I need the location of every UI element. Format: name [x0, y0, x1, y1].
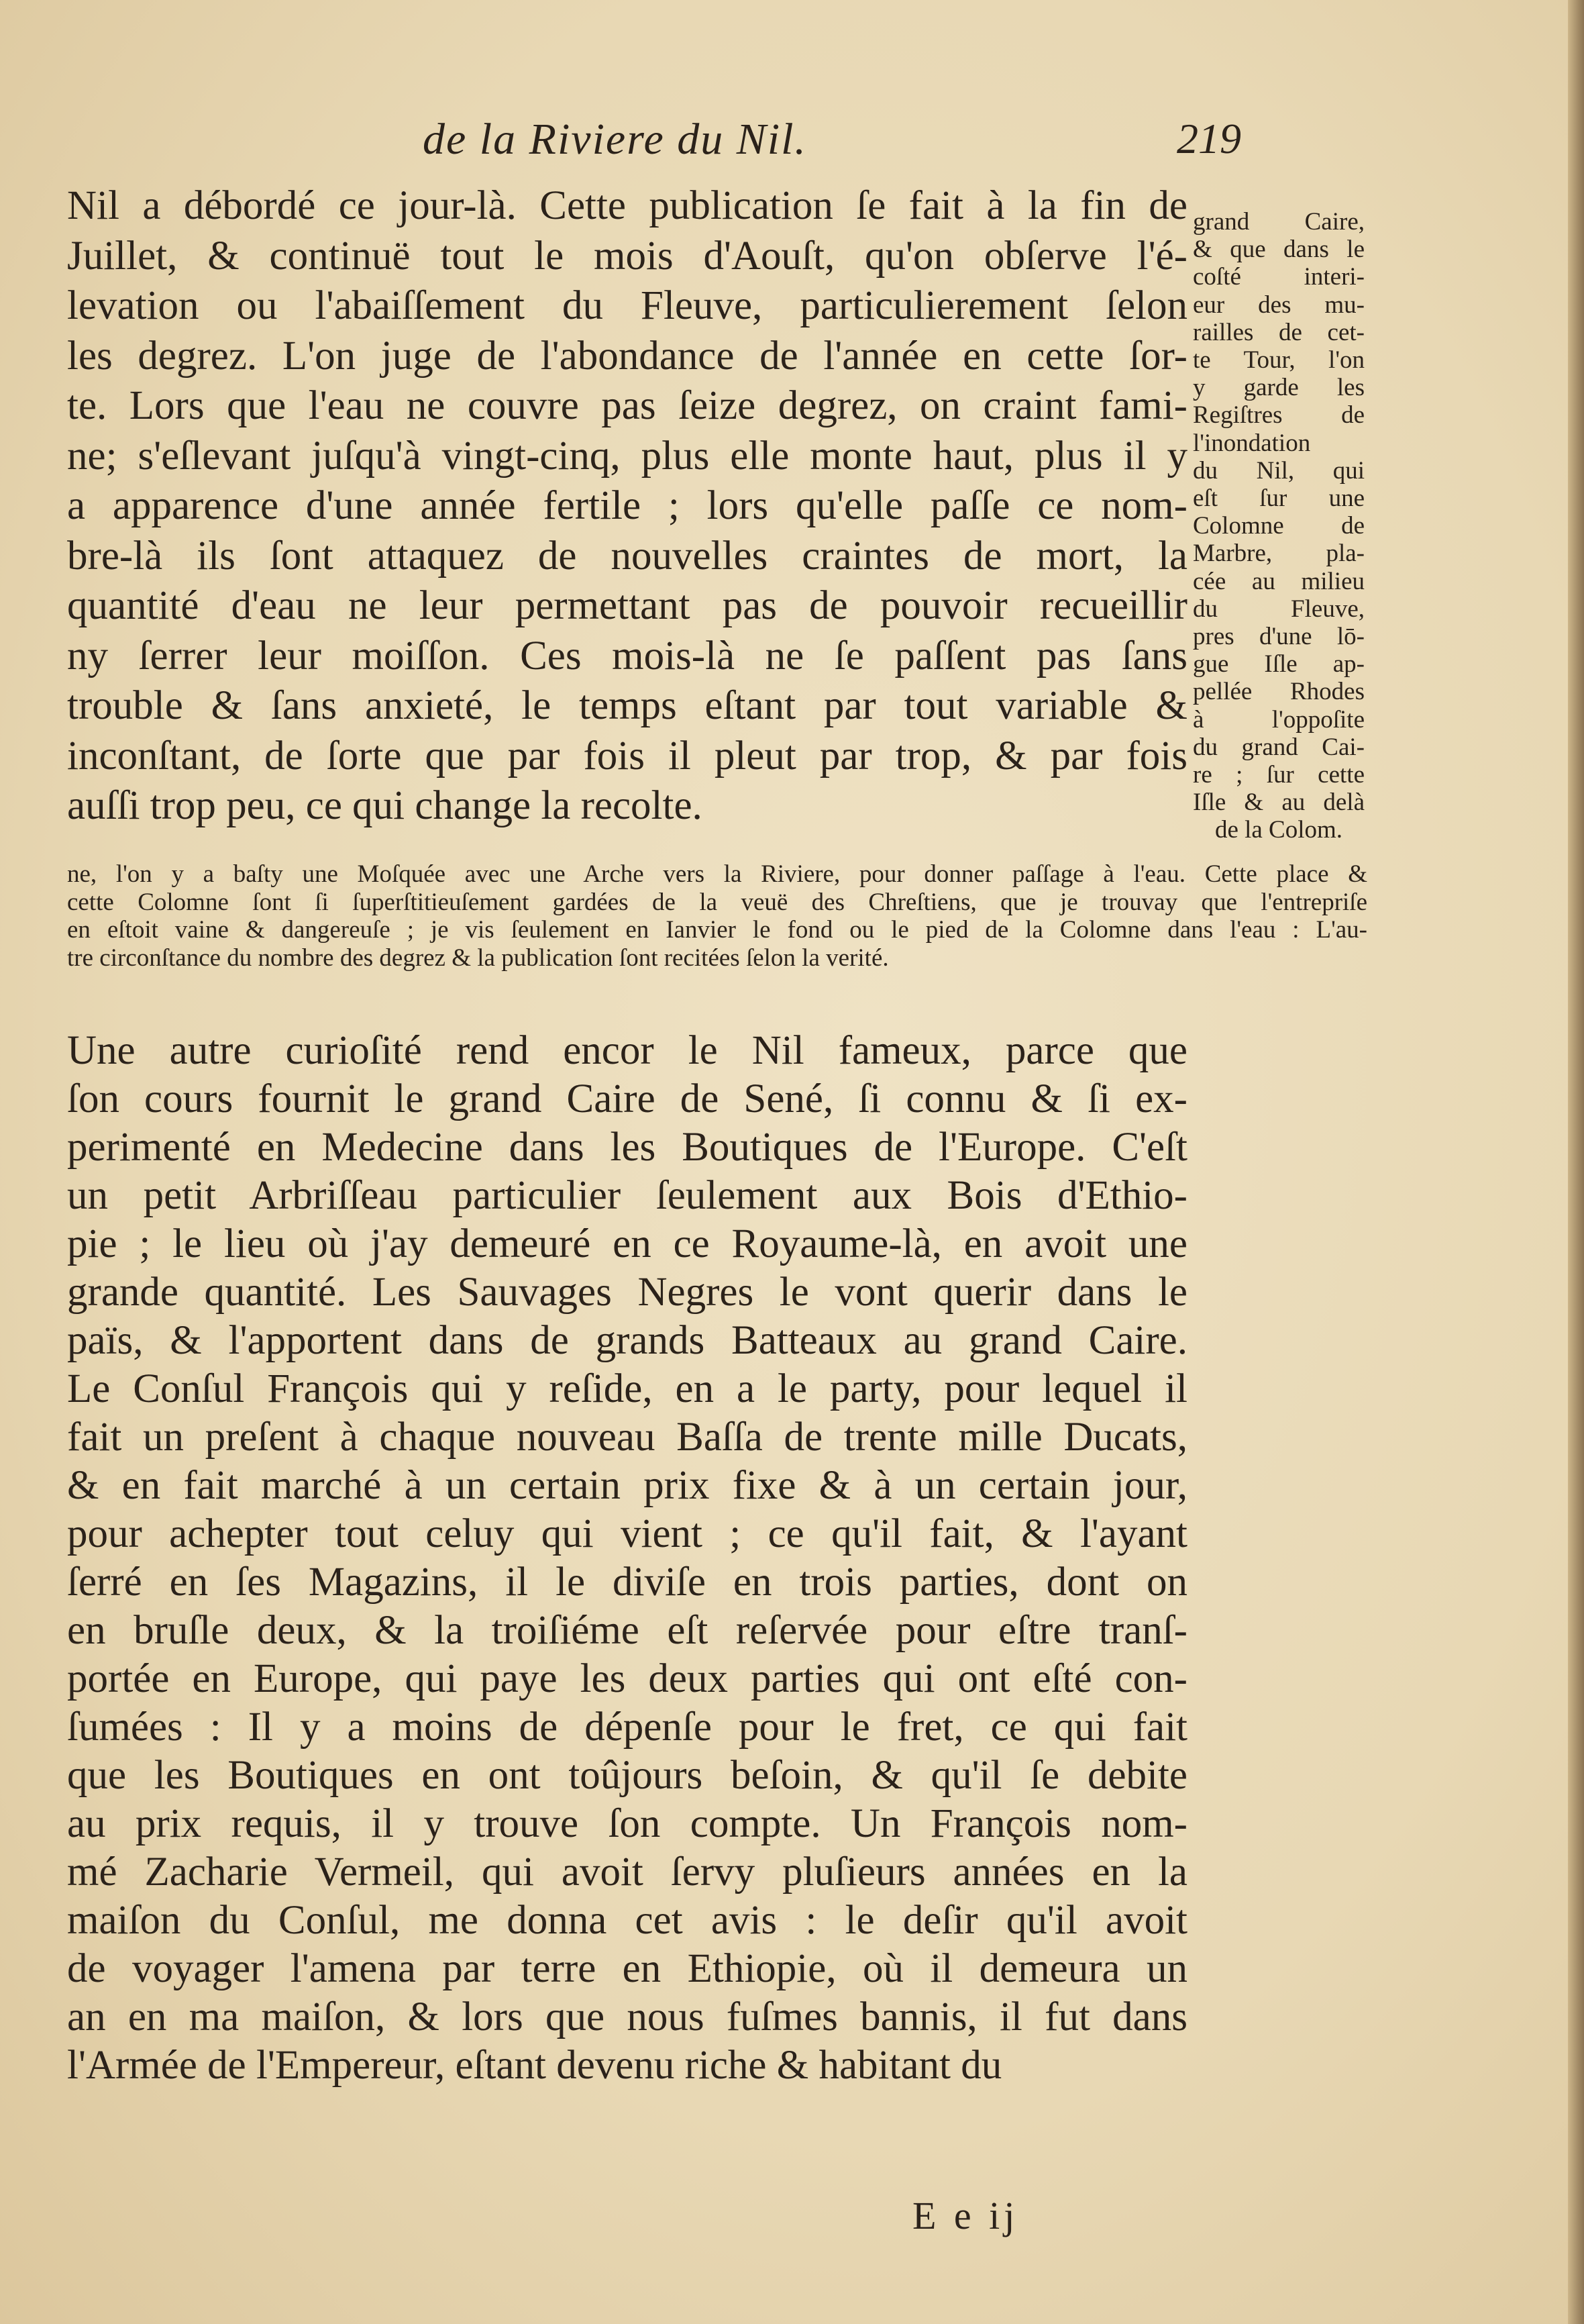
marginalia-line: gue Iſle ap-: [1193, 650, 1365, 678]
paragraph1-line: ny ſerrer leur moiſſon. Ces mois-là ne ſe paſſent pas ſans: [67, 633, 1187, 678]
page-number: 219: [1177, 115, 1241, 162]
paragraph1-line: Nil a débordé ce jour-là. Cette publication ſe fait à la fin de: [67, 183, 1187, 228]
paragraph2-line: an en ma maiſon, & lors que nous fuſmes bannis, il fut dans: [67, 1994, 1187, 2039]
marginalia-line: railles de cet-: [1193, 318, 1365, 346]
signature-mark: E e ij: [912, 2194, 1019, 2237]
marginalia-line: re ; ſur cette: [1193, 761, 1365, 789]
paragraph2-line: grande quantité. Les Sauvages Negres le vont querir dans le: [67, 1270, 1187, 1315]
marginalia-line: pres d'une lō-: [1193, 623, 1365, 651]
marginalia-line: cée au milieu: [1193, 567, 1365, 595]
paragraph1-line: a apparence d'une année fertile ; lors qu'elle paſſe ce nom-: [67, 483, 1187, 528]
paragraph2-line: Une autre curioſité rend encor le Nil fameux, parce que: [67, 1028, 1187, 1073]
paragraph2-line: pour achepter tout celuy qui vient ; ce qu'il fait, & l'ayant: [67, 1511, 1187, 1556]
marginalia-line: Marbre, pla-: [1193, 540, 1365, 568]
page-header: [423, 114, 1241, 181]
footnote-line: en eſtoit vaine & dangereuſe ; je vis ſeulement en Ianvier le fond ou le pied de la Colomne dans l'eau : L'au-: [67, 916, 1367, 944]
paragraph2-line: un petit Arbriſſeau particulier ſeulement aux Bois d'Ethio-: [67, 1173, 1187, 1218]
paragraph-senna-trade: [67, 1027, 1187, 2090]
footnote: [67, 860, 1367, 972]
marginalia-line: Iſle & au delà: [1193, 789, 1365, 817]
paragraph2-line: fait un preſent à chaque nouveau Baſſa de trente mille Ducats,: [67, 1415, 1187, 1460]
marginalia-line: coſté interi-: [1193, 263, 1365, 291]
paragraph2-line: ſumées : Il y a moins de dépenſe pour le fret, ce qui fait: [67, 1705, 1187, 1750]
marginalia-line: y garde les: [1193, 374, 1365, 402]
paragraph1-line: trouble & ſans anxieté, le temps eſtant par tout variable &: [67, 683, 1187, 728]
marginalia-line: eur des mu-: [1193, 291, 1365, 319]
paragraph2-line: l'Armée de l'Empereur, eſtant devenu riche & habitant du: [67, 2043, 1002, 2088]
marginalia-line: eſt ſur une: [1193, 485, 1365, 513]
paragraph1-line: levation ou l'abaiſſement du Fleuve, particulierement ſelon: [67, 283, 1187, 328]
paragraph1-line: bre-là ils ſont attaquez de nouvelles craintes de mort, la: [67, 533, 1187, 578]
footnote-line: cette Colomne ſont ſi ſuperſtitieuſement gardées de la veuë des Chreſtiens, que je trouvay que l'entrepriſe: [67, 888, 1367, 916]
paragraph1-line: te. Lors que l'eau ne couvre pas ſeize degrez, on craint fami-: [67, 383, 1187, 428]
footnote-line: tre circonſtance du nombre des degrez & la publication ſont recitées ſelon la verité.: [67, 944, 889, 972]
paragraph-flood-records: [67, 181, 1187, 831]
paragraph2-line: & en fait marché à un certain prix fixe & à un certain jour,: [67, 1463, 1187, 1508]
paragraph2-line: au prix requis, il y trouve ſon compte. Un François nom-: [67, 1801, 1187, 1846]
paragraph2-line: Le Conſul François qui y reſide, en a le party, pour lequel il: [67, 1366, 1187, 1411]
marginalia-line: grand Caire,: [1193, 208, 1365, 236]
paragraph2-line: portée en Europe, qui paye les deux parties qui ont eſté con-: [67, 1656, 1187, 1701]
paragraph2-line: païs, & l'apportent dans de grands Batteaux au grand Caire.: [67, 1318, 1187, 1363]
marginalia-line: du Fleuve,: [1193, 595, 1365, 623]
paragraph2-line: pie ; le lieu où j'ay demeuré en ce Royaume-là, en avoit une: [67, 1221, 1187, 1266]
marginalia-line: à l'oppoſite: [1193, 705, 1365, 734]
paragraph1-line: quantité d'eau ne leur permettant pas de pouvoir recueillir: [67, 583, 1187, 628]
marginal-note: [1193, 208, 1365, 844]
marginalia-line: du Nil, qui: [1193, 456, 1365, 485]
paragraph2-line: ſon cours fournit le grand Caire de Sené, ſi connu & ſi ex-: [67, 1076, 1187, 1121]
paragraph1-line: Juillet, & continuë tout le mois d'Aouſt, qu'on obſerve l'é-: [67, 233, 1187, 279]
marginalia-line: te Tour, l'on: [1193, 346, 1365, 374]
marginalia-line: Colomne de: [1193, 512, 1365, 540]
running-title: de la Riviere du Nil.: [423, 115, 807, 164]
paragraph2-line: de voyager l'amena par terre en Ethiopie, où il demeura un: [67, 1946, 1187, 1991]
page-edge: [1568, 0, 1584, 2324]
marginalia-line: de la Colom.: [1214, 816, 1343, 844]
paragraph1-line: inconſtant, de ſorte que par fois il pleut par trop, & par fois: [67, 733, 1187, 778]
marginalia-line: pellée Rhodes: [1193, 678, 1365, 706]
marginalia-line: l'inondation: [1193, 429, 1311, 457]
paragraph1-line: les degrez. L'on juge de l'abondance de l'année en cette ſor-: [67, 333, 1187, 378]
paragraph2-line: perimenté en Medecine dans les Boutiques de l'Europe. C'eſt: [67, 1125, 1187, 1170]
paragraph2-line: ſerré en ſes Magazins, il le diviſe en trois parties, dont on: [67, 1560, 1187, 1605]
marginalia-line: Regiſtres de: [1193, 401, 1365, 430]
marginalia-line: & que dans le: [1193, 236, 1365, 264]
paragraph2-line: maiſon du Conſul, me donna cet avis : le deſir qu'il avoit: [67, 1898, 1187, 1943]
paragraph1-line: auſſi trop peu, ce qui change la recolte.: [67, 783, 702, 828]
paragraph2-line: en bruſle deux, & la troiſiéme eſt reſervée pour eſtre tranſ-: [67, 1608, 1187, 1653]
paragraph2-line: que les Boutiques en ont toûjours beſoin, & qu'il ſe debite: [67, 1753, 1187, 1798]
footnote-line: ne, l'on y a baſty une Moſquée avec une Arche vers la Riviere, pour donner paſſage à l'eau. Cette place &: [67, 860, 1367, 888]
paragraph2-line: mé Zacharie Vermeil, qui avoit ſervy pluſieurs années en la: [67, 1850, 1187, 1894]
marginalia-line: du grand Cai-: [1193, 733, 1365, 761]
paragraph1-line: ne; s'eſlevant juſqu'à vingt-cinq, plus elle monte haut, plus il y: [67, 433, 1187, 478]
